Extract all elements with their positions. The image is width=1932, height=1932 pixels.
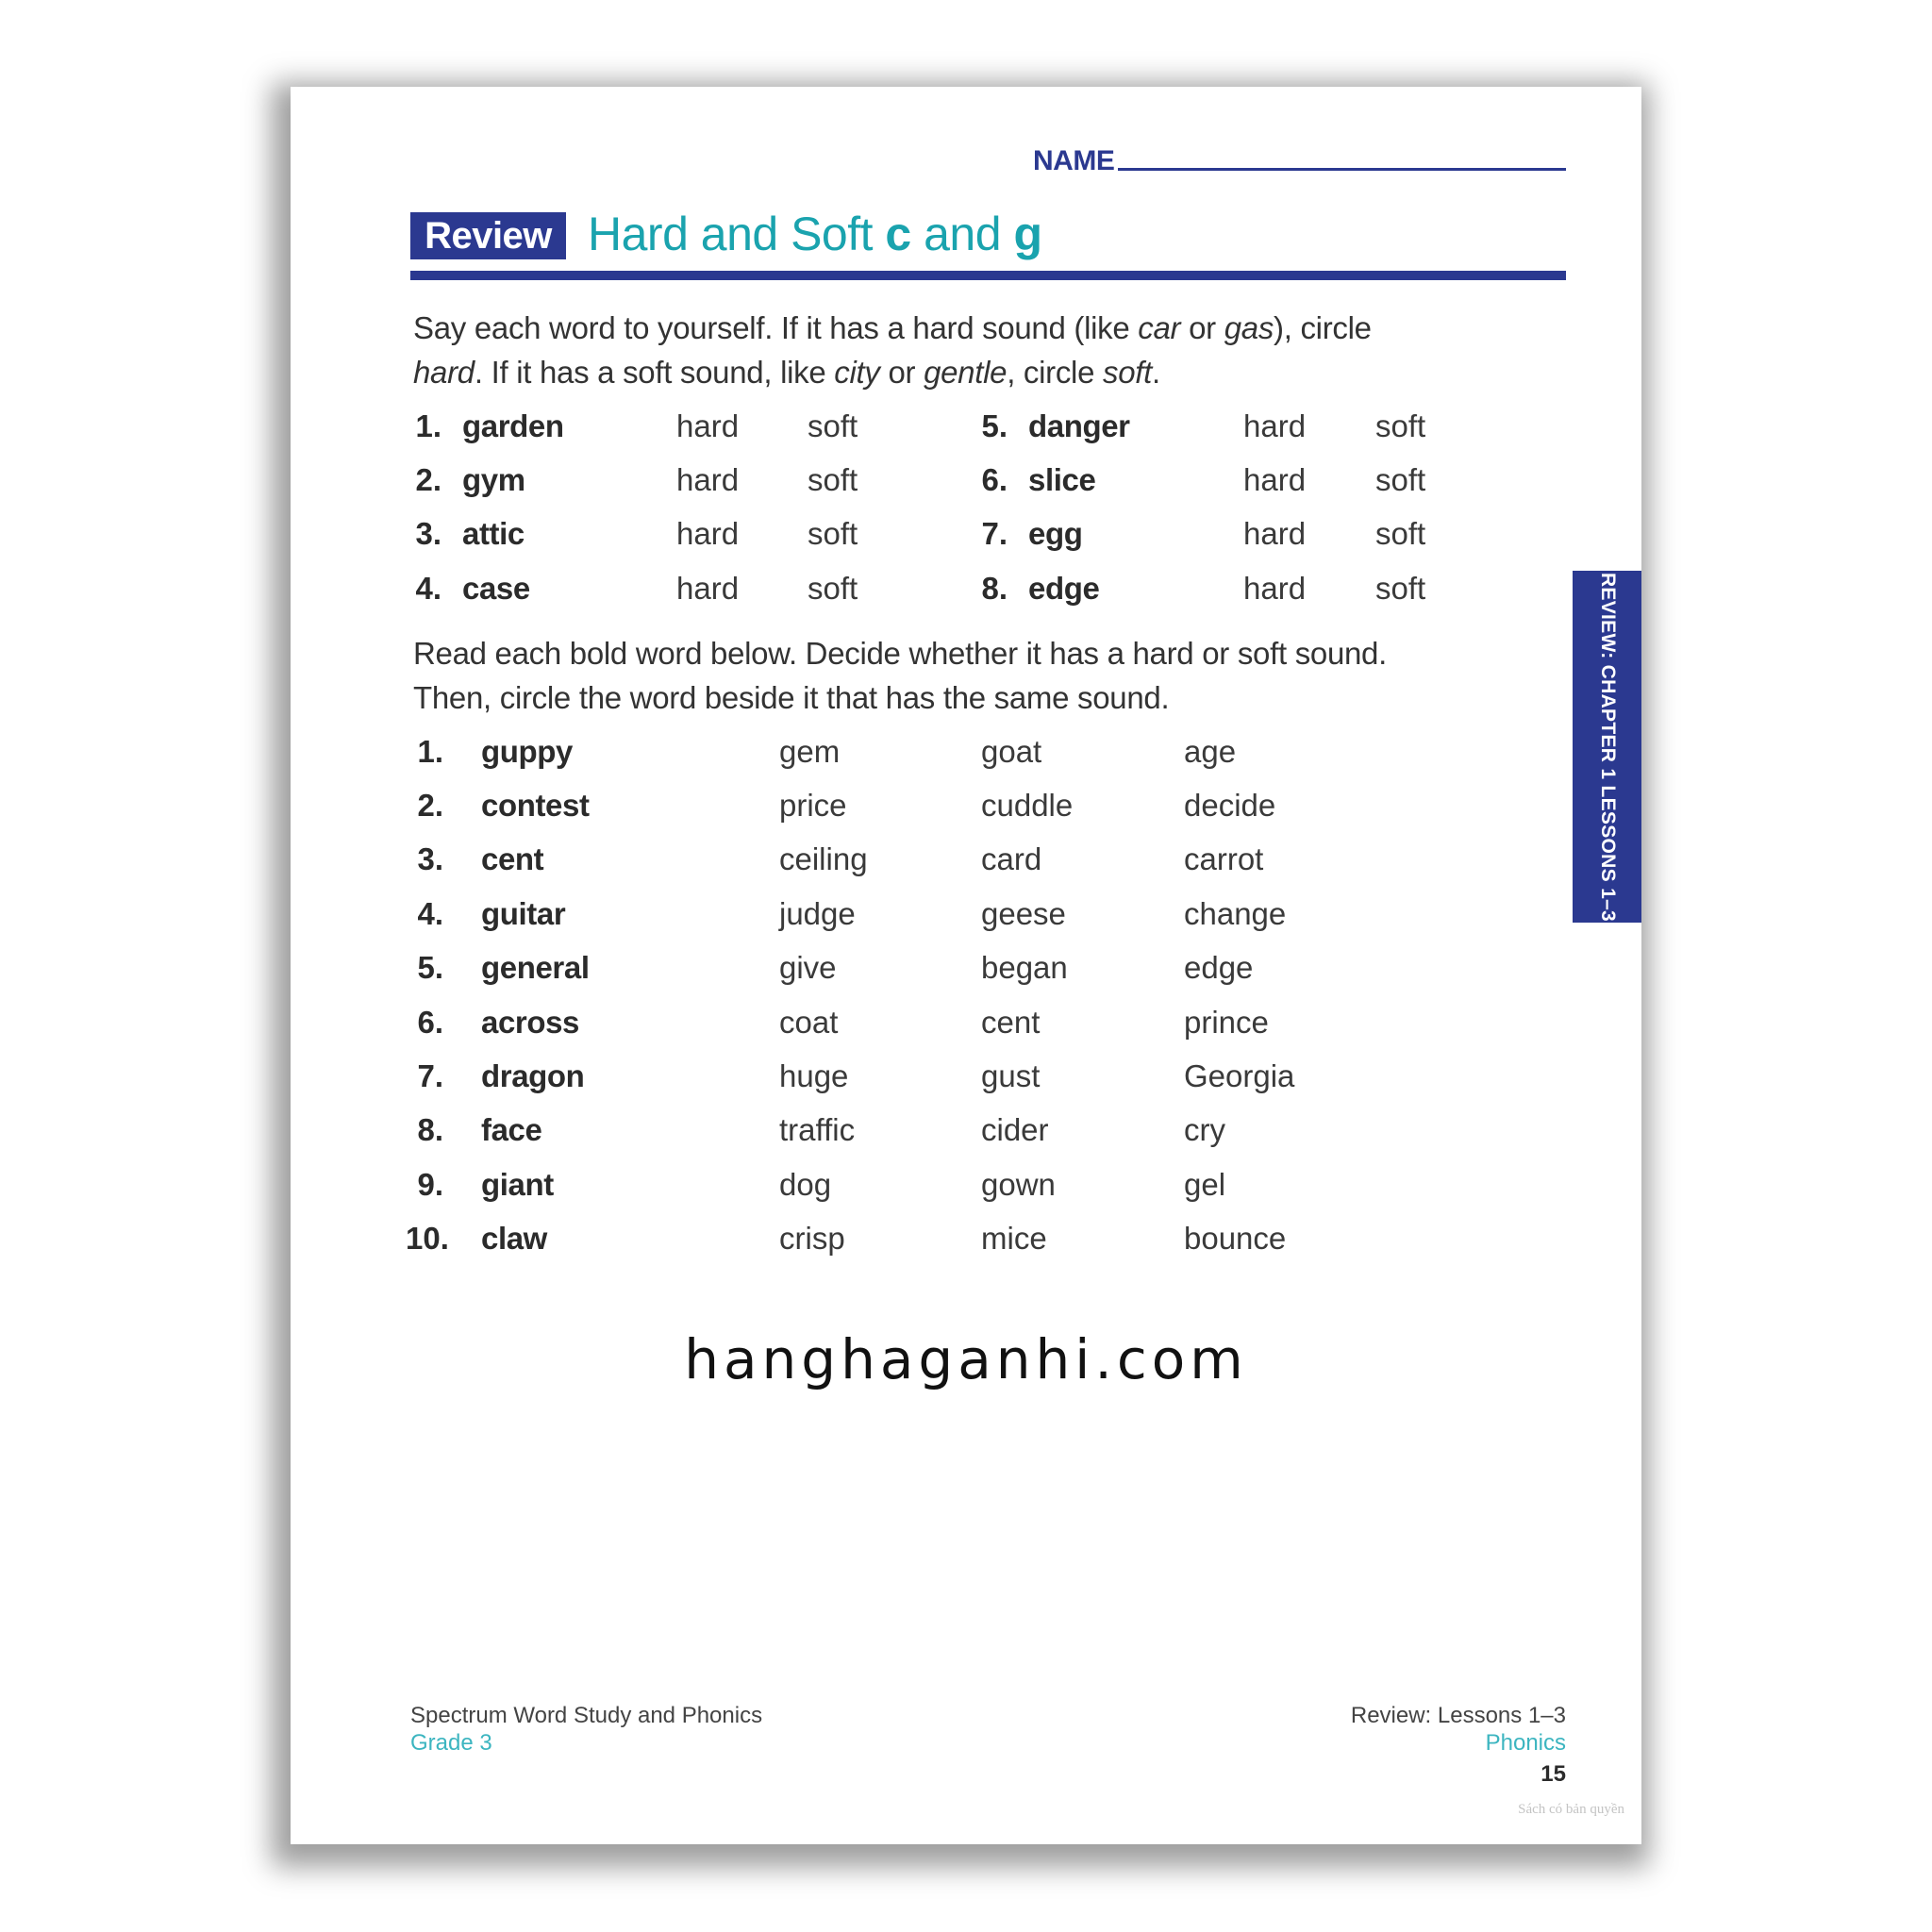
instr-italic: gas — [1224, 310, 1274, 345]
option-2[interactable]: goat — [981, 734, 1042, 769]
item-word: guppy — [481, 734, 573, 769]
item-number: 4. — [417, 896, 443, 931]
item-number: 7. — [981, 516, 1008, 551]
item-number: 2. — [415, 462, 441, 497]
item-word: slice — [1028, 462, 1096, 497]
option-hard[interactable]: hard — [676, 462, 740, 497]
item-number: 1. — [415, 408, 441, 443]
page-number: 15 — [1541, 1761, 1566, 1787]
item-word: across — [481, 1005, 580, 1040]
option-soft[interactable]: soft — [1375, 516, 1426, 551]
title-letter-g: g — [1013, 208, 1042, 260]
option-hard[interactable]: hard — [676, 571, 740, 606]
site-watermark: hanghaganhi.com — [684, 1327, 1248, 1391]
option-soft[interactable]: soft — [808, 516, 858, 551]
title-rule — [410, 271, 1566, 280]
option-soft[interactable]: soft — [1375, 408, 1426, 443]
item-number: 5. — [417, 950, 443, 985]
option-1[interactable]: crisp — [779, 1221, 845, 1256]
footer-grade: Grade 3 — [410, 1730, 492, 1756]
item-number: 3. — [415, 516, 441, 551]
item-word: edge — [1028, 571, 1100, 606]
item-number: 2. — [417, 788, 443, 823]
option-soft[interactable]: soft — [808, 462, 858, 497]
item-number: 5. — [981, 408, 1008, 443]
review-badge: Review — [410, 212, 566, 259]
option-2[interactable]: geese — [981, 896, 1066, 931]
instr-italic: gentle — [924, 355, 1008, 390]
item-number: 8. — [981, 571, 1008, 606]
item-word: face — [481, 1112, 542, 1147]
chapter-side-tab — [1573, 571, 1641, 923]
instr-text: ), circle — [1274, 310, 1372, 345]
item-number: 3. — [417, 841, 443, 876]
option-1[interactable]: ceiling — [779, 841, 868, 876]
instr-italic: soft — [1103, 355, 1152, 390]
item-word: garden — [462, 408, 564, 443]
instr-italic: city — [834, 355, 880, 390]
instr-text: , circle — [1007, 355, 1103, 390]
item-number: 10. — [406, 1221, 449, 1256]
page-title — [588, 206, 1042, 262]
item-word: egg — [1028, 516, 1083, 551]
item-number: 4. — [415, 571, 441, 606]
item-number: 6. — [981, 462, 1008, 497]
option-1[interactable]: judge — [779, 896, 856, 931]
option-soft[interactable]: soft — [808, 408, 858, 443]
instr-line2: Then, circle the word beside it that has the same sound. — [413, 680, 1170, 715]
name-label: NAME — [1033, 145, 1115, 176]
item-number: 1. — [417, 734, 443, 769]
option-hard[interactable]: hard — [676, 516, 740, 551]
item-number: 8. — [417, 1112, 443, 1147]
option-1[interactable]: coat — [779, 1005, 839, 1040]
option-1[interactable]: traffic — [779, 1112, 856, 1147]
item-word: claw — [481, 1221, 547, 1256]
option-3[interactable]: bounce — [1184, 1221, 1287, 1256]
option-1[interactable]: huge — [779, 1058, 849, 1093]
item-number: 9. — [417, 1167, 443, 1202]
option-1[interactable]: gem — [779, 734, 841, 769]
item-word: attic — [462, 516, 525, 551]
option-1[interactable]: dog — [779, 1167, 832, 1202]
item-word: general — [481, 950, 590, 985]
item-word: danger — [1028, 408, 1130, 443]
item-word: cent — [481, 841, 544, 876]
name-field-line[interactable] — [1118, 168, 1566, 171]
item-word: contest — [481, 788, 590, 823]
worksheet-page — [291, 87, 1641, 1844]
option-3[interactable]: Georgia — [1184, 1058, 1295, 1093]
option-1[interactable]: price — [779, 788, 847, 823]
title-text-and: and — [910, 208, 1014, 260]
instr-text: . If it has a soft sound, like — [474, 355, 835, 390]
option-1[interactable]: give — [779, 950, 837, 985]
instr-text: or — [879, 355, 924, 390]
footer-subject: Phonics — [1485, 1730, 1566, 1756]
option-2[interactable]: card — [981, 841, 1042, 876]
item-word: gym — [462, 462, 525, 497]
item-number: 7. — [417, 1058, 443, 1093]
instr-text: . — [1152, 355, 1160, 390]
option-2[interactable]: cent — [981, 1005, 1041, 1040]
side-tab-label: REVIEW: CHAPTER 1 LESSONS 1–3 — [1596, 572, 1619, 922]
option-3[interactable]: carrot — [1184, 841, 1264, 876]
option-3[interactable]: edge — [1184, 950, 1254, 985]
item-word: case — [462, 571, 530, 606]
instr-text: or — [1180, 310, 1224, 345]
item-word: giant — [481, 1167, 554, 1202]
option-2[interactable]: gown — [981, 1167, 1056, 1202]
option-2[interactable]: cider — [981, 1112, 1049, 1147]
instr-italic: car — [1138, 310, 1181, 345]
item-word: guitar — [481, 896, 566, 931]
option-hard[interactable]: hard — [1243, 462, 1307, 497]
option-soft[interactable]: soft — [1375, 462, 1426, 497]
copyright-note: Sách có bản quyền — [1518, 1802, 1624, 1817]
option-hard[interactable]: hard — [1243, 408, 1307, 443]
option-2[interactable]: cuddle — [981, 788, 1074, 823]
option-3[interactable]: cry — [1184, 1112, 1225, 1147]
section1-instructions — [413, 306, 1372, 394]
option-3[interactable]: prince — [1184, 1005, 1269, 1040]
title-text: Hard and Soft — [588, 208, 886, 260]
option-hard[interactable]: hard — [676, 408, 740, 443]
footer-section: Review: Lessons 1–3 — [1350, 1703, 1566, 1728]
option-2[interactable]: mice — [981, 1221, 1047, 1256]
instr-italic: hard — [413, 355, 475, 390]
option-hard[interactable]: hard — [1243, 571, 1307, 606]
option-3[interactable]: change — [1184, 896, 1287, 931]
option-soft[interactable]: soft — [1375, 571, 1426, 606]
footer-book-title: Spectrum Word Study and Phonics — [410, 1703, 763, 1728]
option-2[interactable]: gust — [981, 1058, 1041, 1093]
instr-line1: Read each bold word below. Decide whether it has a hard or soft sound. — [413, 636, 1387, 671]
title-letter-c: c — [885, 208, 911, 260]
instr-text: Say each word to yourself. If it has a hard sound (like — [413, 310, 1139, 345]
option-soft[interactable]: soft — [808, 571, 858, 606]
option-hard[interactable]: hard — [1243, 516, 1307, 551]
item-word: dragon — [481, 1058, 585, 1093]
option-3[interactable]: decide — [1184, 788, 1276, 823]
option-3[interactable]: age — [1184, 734, 1237, 769]
option-2[interactable]: began — [981, 950, 1068, 985]
item-number: 6. — [417, 1005, 443, 1040]
option-3[interactable]: gel — [1184, 1167, 1226, 1202]
section2-instructions — [413, 631, 1387, 720]
